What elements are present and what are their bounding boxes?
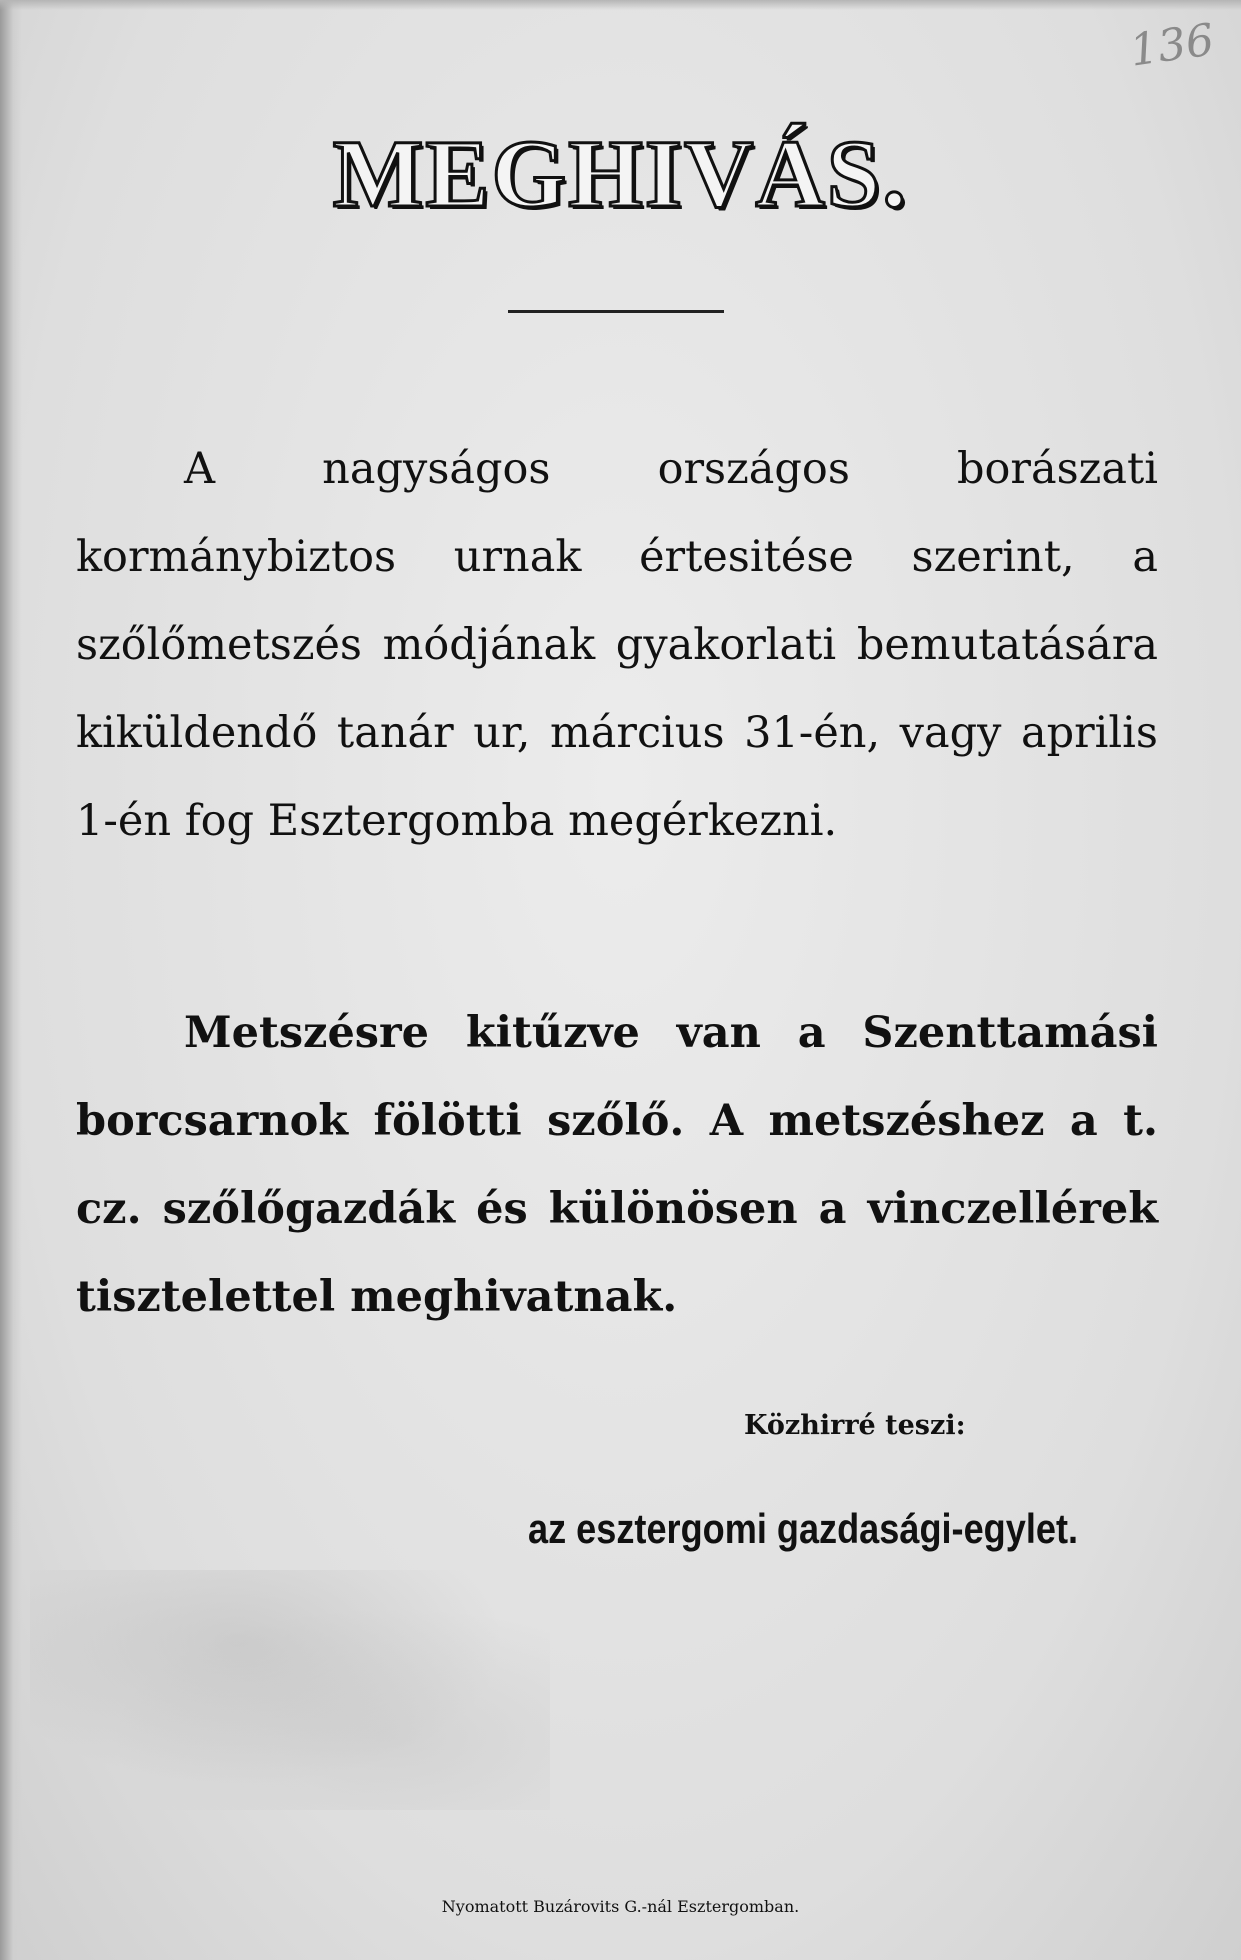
- announcement-line: Közhirré teszi:: [744, 1410, 966, 1441]
- page-title: MEGHIVÁS.: [332, 120, 909, 227]
- archive-number: 136: [1126, 14, 1218, 77]
- paragraph-1: A nagyságos országos borászati kormánybiztos urnak értesitése szerint, a szőlőmetszés módjának gyakorlati bemutatására kiküldendő tanár ur, március 31-én, vagy aprilis 1-én fog Esztergomba megérkezni.: [76, 444, 1158, 846]
- page-top-shadow: [0, 0, 1241, 10]
- printer-imprint: Nyomatott Buzárovits G.-nál Esztergomban.: [441, 1897, 800, 1916]
- signature-line: az esztergomi gazdasági-egylet.: [528, 1505, 1079, 1552]
- page-edge-shadow: [0, 0, 22, 1960]
- ink-bleed-through: [30, 1570, 550, 1810]
- paragraph-2: Metszésre kitűzve van a Szenttamási borcsarnok fölötti szőlő. A metszéshez a t. cz. szőlőgazdák és különösen a vinczellérek tisztelettel meghivatnak.: [76, 1008, 1158, 1322]
- title-divider: [508, 310, 724, 313]
